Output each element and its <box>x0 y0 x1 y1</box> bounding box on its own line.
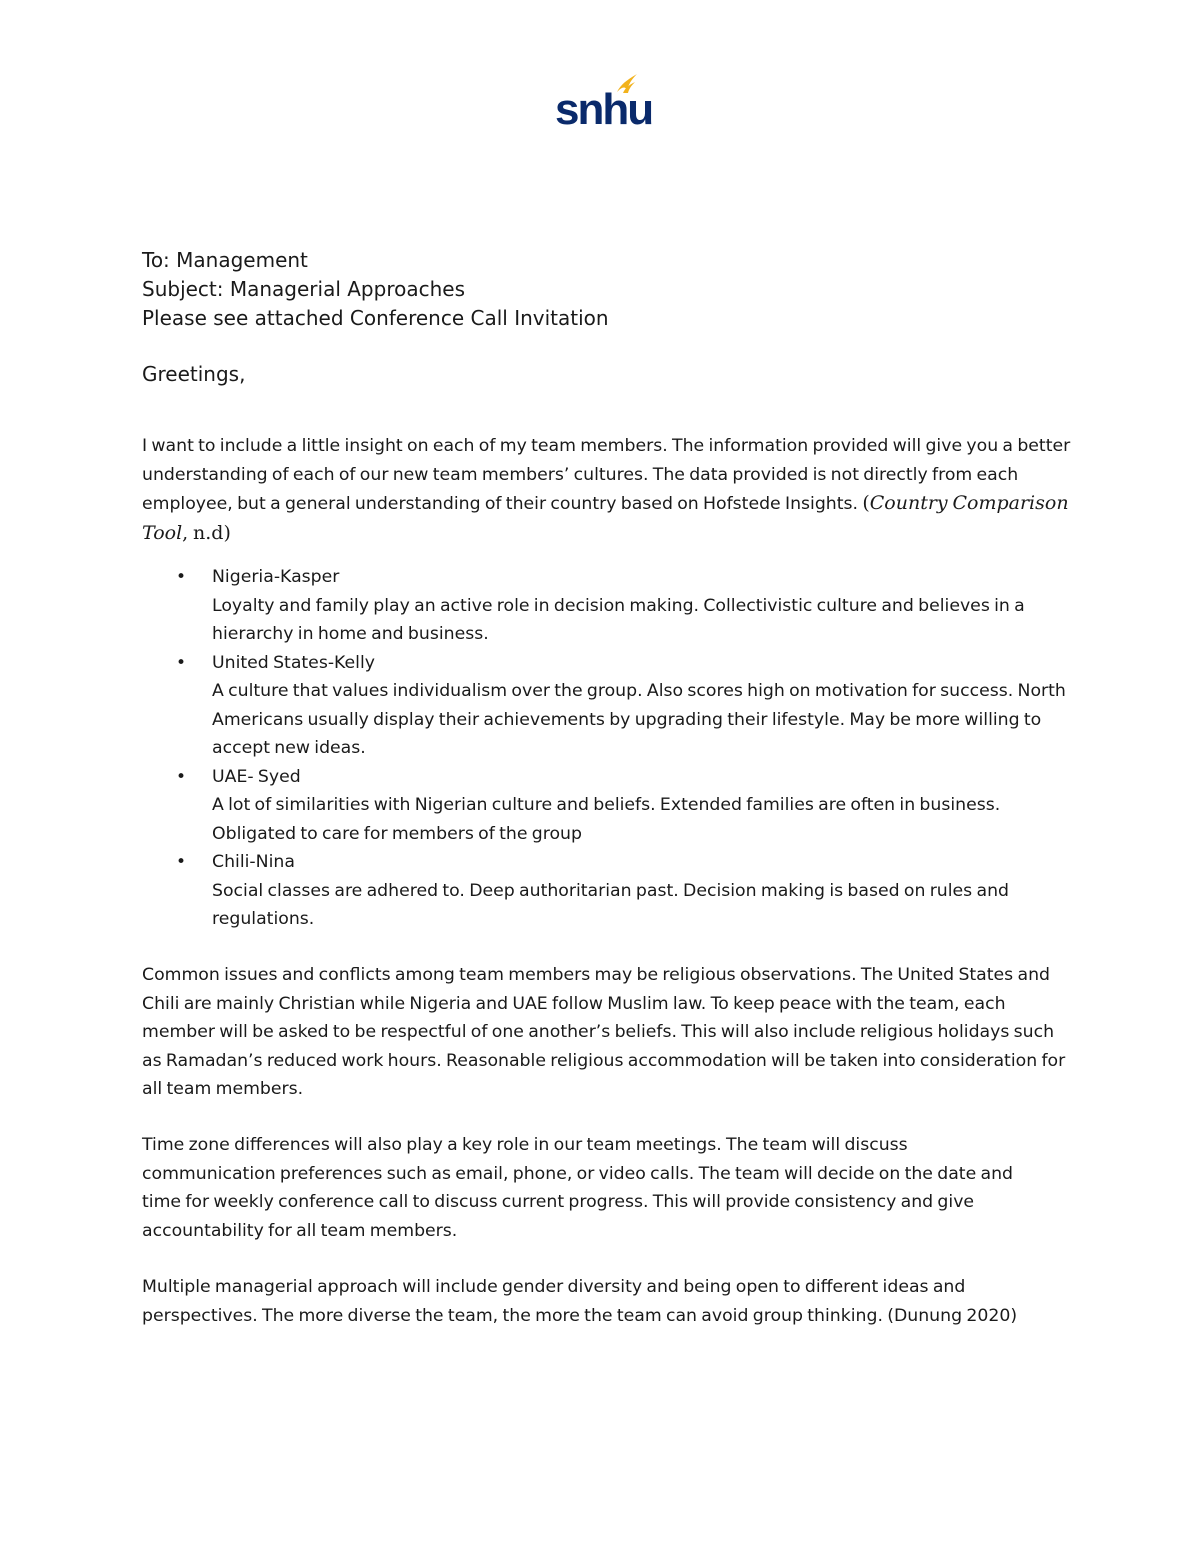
bullet-icon: • <box>176 567 187 587</box>
member-title: Nigeria-Kasper <box>212 567 340 587</box>
member-description: A lot of similarities with Nigerian culture and beliefs. Extended families are often in business. Obligated to care for members of the group <box>212 795 1001 844</box>
issues-paragraph: Common issues and conflicts among team members may be religious observations. The United States and Chili are mainly Christian while Nigeria and UAE follow Muslim law. To keep peace with the team, each member will be asked to be respectful of one another’s beliefs. This will also include religious holidays such as Ramadan’s reduced work hours. Reasonable religious accommodation will be taken into consideration for all team members. <box>142 965 1066 1099</box>
citation-title: Country Comparison Tool <box>142 492 1069 544</box>
team-member-list <box>142 563 1072 934</box>
citation-open: ( <box>862 492 870 514</box>
memo-header <box>142 246 609 333</box>
bullet-icon: • <box>176 766 187 787</box>
list-item <box>142 763 1072 849</box>
logo-wordmark: snhu <box>555 85 653 134</box>
list-item <box>142 848 1072 934</box>
memo-attachment-note: Please see attached Conference Call Invitation <box>142 306 609 330</box>
member-title: UAE- Syed <box>212 766 301 787</box>
member-description: A culture that values individualism over the group. Also scores high on motivation for success. North Americans usually display their achievements by upgrading their lifestyle. May be more willing to accept new ideas. <box>212 681 1066 758</box>
memo-subject: Subject: Managerial Approaches <box>142 277 465 301</box>
member-description: Loyalty and family play an active role in decision making. Collectivistic culture and believes in a hierarchy in home and business. <box>212 595 1025 644</box>
bullet-icon: • <box>176 852 187 872</box>
timezone-paragraph: Time zone differences will also play a key role in our team meetings. The team will discuss communication preferences such as email, phone, or video calls. The team will decide on the date and time for weekly conference call to discuss current progress. This will provide consistency and give accountability for all team members. <box>142 1135 1014 1241</box>
intro-paragraph <box>142 432 1072 548</box>
member-title: United States-Kelly <box>212 652 375 673</box>
citation-rest: , n.d) <box>182 521 231 544</box>
intro-text: I want to include a little insight on each of my team members. The information provided will give you a better understanding of each of our new team members’ cultures. The data provided is not directly from each employee, but a general understanding of their country based on Hofstede Insights. <box>142 436 1071 514</box>
member-title: Chili-Nina <box>212 852 295 872</box>
member-description: Social classes are adhered to. Deep authoritarian past. Decision making is based on rules and regulations. <box>212 880 1009 929</box>
list-item <box>142 563 1072 649</box>
greeting: Greetings, <box>142 362 246 386</box>
list-item <box>142 649 1072 763</box>
bullet-icon: • <box>176 652 187 673</box>
snhu-logo <box>555 72 653 136</box>
approach-paragraph: Multiple managerial approach will include gender diversity and being open to different ideas and perspectives. The more diverse the team, the more the team can avoid group thinking. (Dunung 2020) <box>142 1277 1018 1326</box>
memo-to: To: Management <box>142 248 308 272</box>
